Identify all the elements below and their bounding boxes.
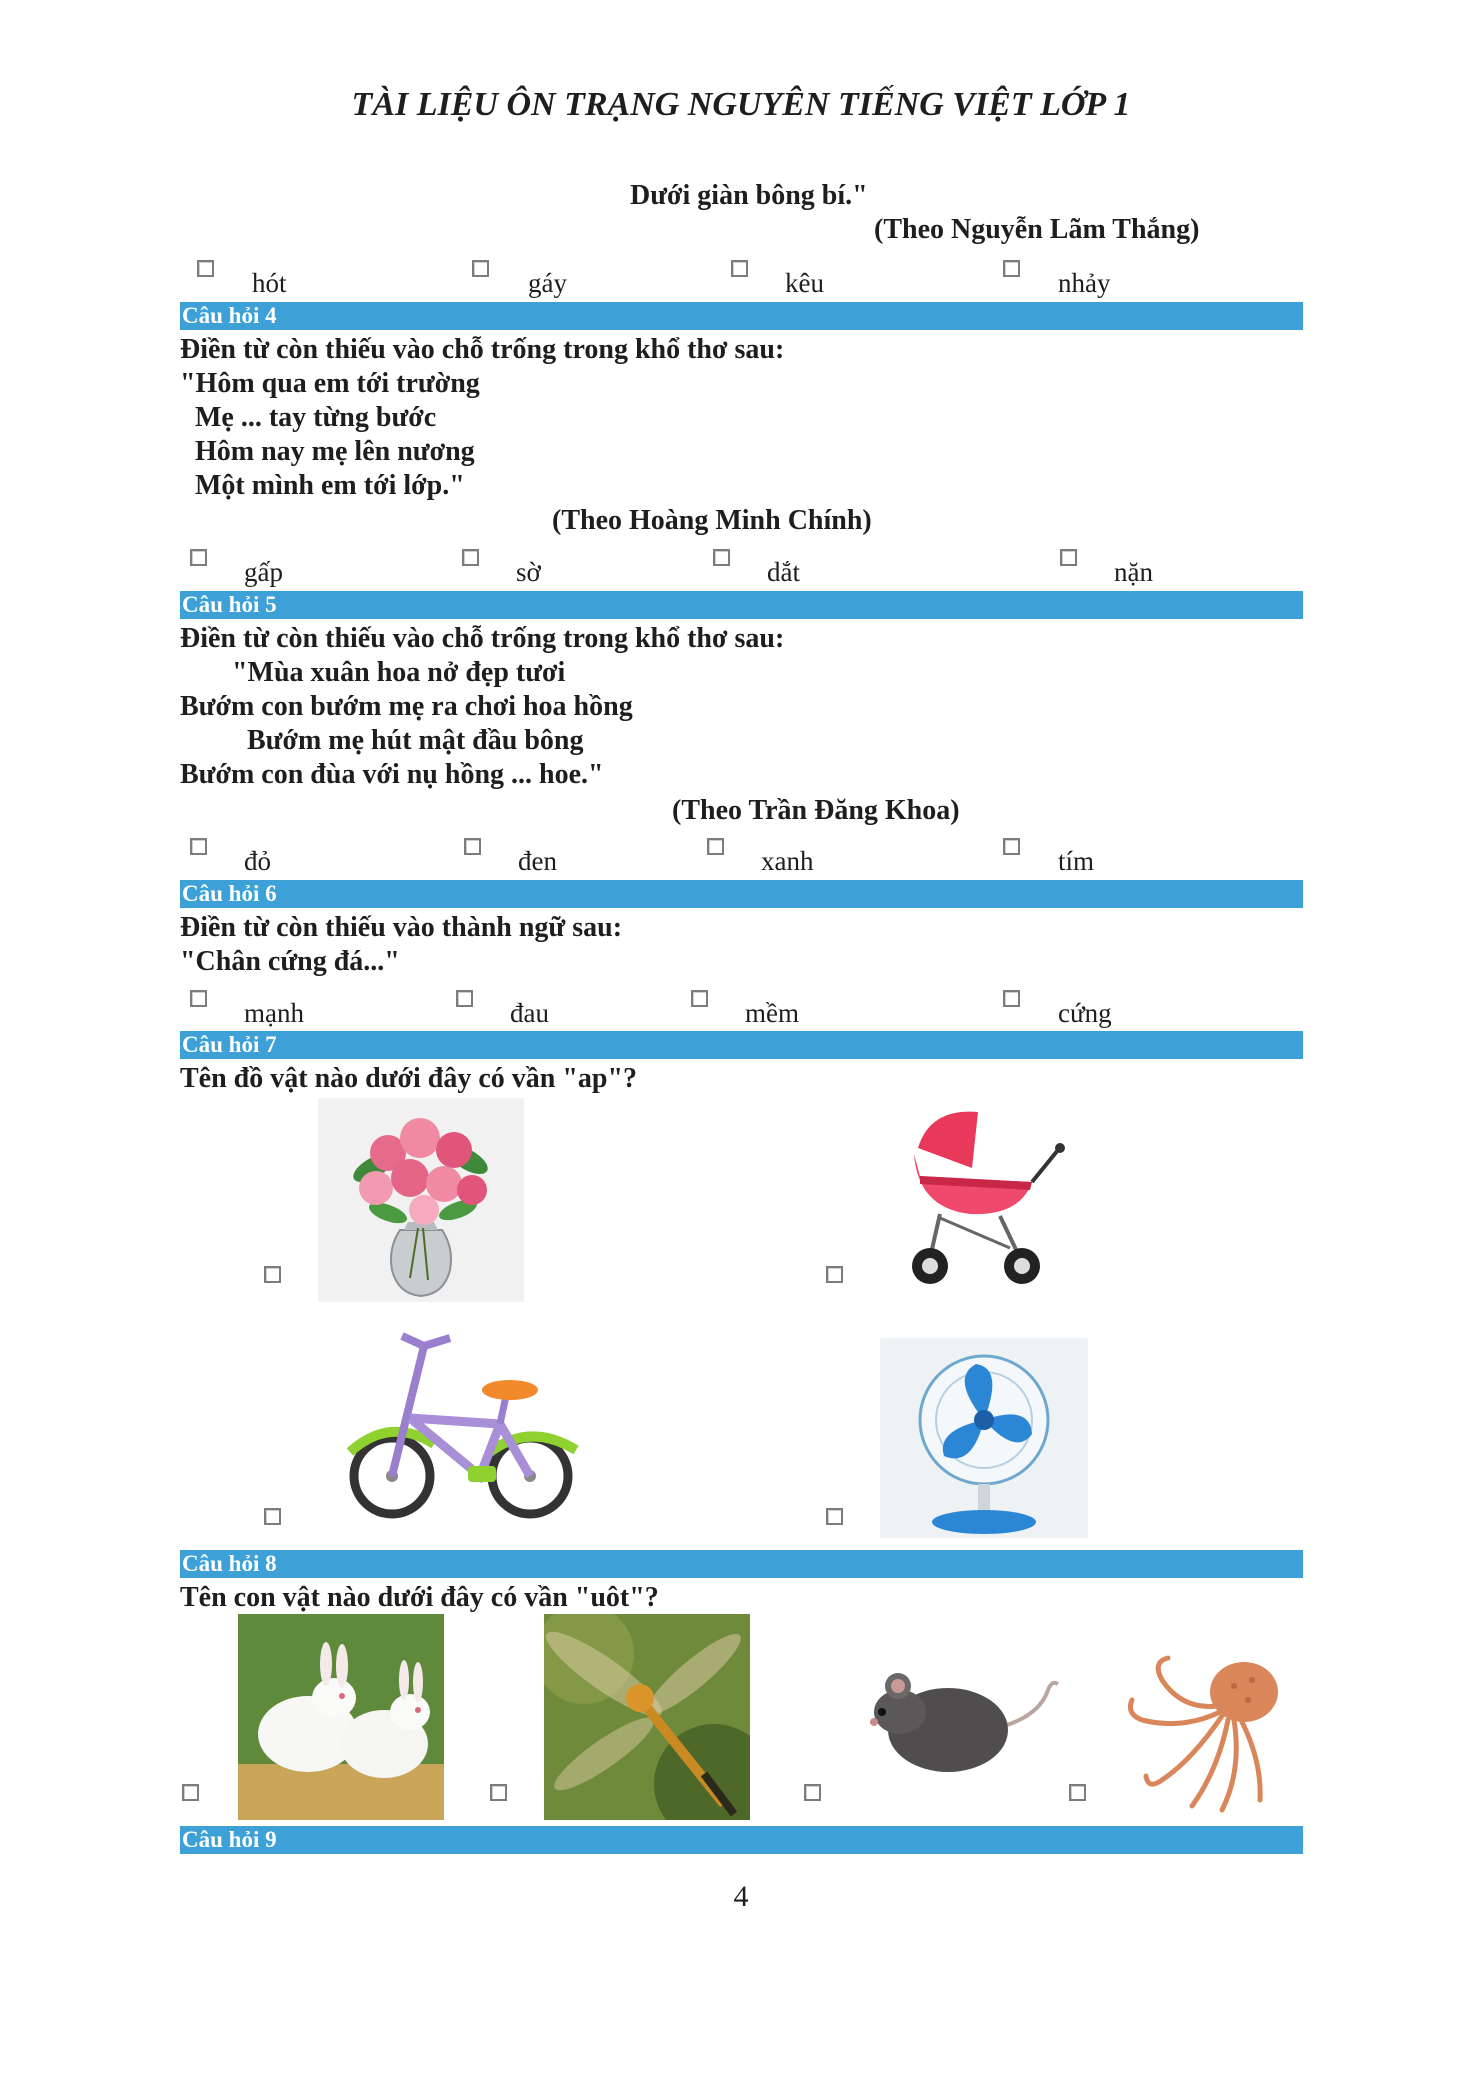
option-checkbox[interactable]	[456, 990, 473, 1007]
question-prompt: Tên đồ vật nào dưới đây có vần "ap"?	[180, 1063, 638, 1094]
option-label: kêu	[785, 268, 824, 298]
question-prompt: Điền từ còn thiếu vào chỗ trống trong khổ thơ sau:	[180, 623, 785, 654]
option-label: mạnh	[244, 998, 304, 1028]
option-label: tím	[1058, 846, 1095, 876]
option-checkbox[interactable]	[713, 549, 730, 566]
option-checkbox[interactable]	[464, 838, 481, 855]
option-label: đau	[510, 998, 549, 1028]
poem-source: (Theo Hoàng Minh Chính)	[552, 505, 872, 536]
option-label: gấp	[244, 557, 283, 587]
option-checkbox[interactable]	[731, 260, 748, 277]
option-checkbox[interactable]	[190, 549, 207, 566]
option-checkbox[interactable]	[1003, 260, 1020, 277]
option-checkbox[interactable]	[1069, 1784, 1086, 1801]
flower-vase-image	[318, 1098, 524, 1302]
question-header-7: Câu hỏi 7	[180, 1031, 1303, 1059]
rabbits-image	[238, 1614, 444, 1820]
poem-line: Bướm mẹ hút mật đầu bông	[247, 725, 584, 756]
question-header-9: Câu hỏi 9	[180, 1826, 1303, 1854]
poem-line: Bướm con đùa với nụ hồng ... hoe."	[180, 759, 604, 790]
idiom-text: "Chân cứng đá..."	[180, 946, 400, 977]
option-checkbox[interactable]	[190, 838, 207, 855]
option-checkbox[interactable]	[182, 1784, 199, 1801]
option-label: hót	[252, 268, 287, 298]
question-prompt: Điền từ còn thiếu vào chỗ trống trong khổ thơ sau:	[180, 334, 785, 365]
option-checkbox[interactable]	[190, 990, 207, 1007]
option-checkbox[interactable]	[707, 838, 724, 855]
option-checkbox[interactable]	[826, 1508, 843, 1525]
option-label: gáy	[528, 268, 567, 298]
option-checkbox[interactable]	[490, 1784, 507, 1801]
dragonfly-image	[544, 1614, 750, 1820]
option-checkbox[interactable]	[1003, 838, 1020, 855]
poem-line: Hôm nay mẹ lên nương	[195, 436, 475, 467]
option-checkbox[interactable]	[1003, 990, 1020, 1007]
option-label: nhảy	[1058, 268, 1111, 298]
option-label: sờ	[516, 557, 541, 587]
option-checkbox[interactable]	[691, 990, 708, 1007]
bicycle-image	[340, 1326, 586, 1522]
option-checkbox[interactable]	[826, 1266, 843, 1283]
option-label: đỏ	[244, 846, 271, 876]
baby-stroller-image	[900, 1098, 1080, 1298]
poem-line: "Mùa xuân hoa nở đẹp tươi	[232, 657, 566, 688]
poem-source: (Theo Nguyễn Lãm Thắng)	[874, 214, 1200, 245]
option-label: dắt	[767, 557, 800, 587]
question-header-5: Câu hỏi 5	[180, 591, 1303, 619]
option-label: xanh	[761, 846, 814, 876]
question-header-4: Câu hỏi 4	[180, 302, 1303, 330]
poem-line: Bướm con bướm mẹ ra chơi hoa hồng	[180, 691, 633, 722]
electric-fan-image	[880, 1338, 1088, 1538]
option-checkbox[interactable]	[804, 1784, 821, 1801]
option-checkbox[interactable]	[197, 260, 214, 277]
poem-line: Mẹ ... tay từng bước	[195, 402, 437, 433]
option-checkbox[interactable]	[1060, 549, 1077, 566]
poem-last-line: Dưới giàn bông bí."	[630, 180, 868, 211]
option-checkbox[interactable]	[462, 549, 479, 566]
poem-source: (Theo Trần Đăng Khoa)	[672, 795, 960, 826]
option-checkbox[interactable]	[264, 1508, 281, 1525]
option-label: nặn	[1114, 557, 1153, 587]
option-checkbox[interactable]	[264, 1266, 281, 1283]
option-checkbox[interactable]	[472, 260, 489, 277]
page-title: TÀI LIỆU ÔN TRẠNG NGUYÊN TIẾNG VIỆT LỚP 1	[351, 86, 1131, 123]
question-header-6: Câu hỏi 6	[180, 880, 1303, 908]
page-number: 4	[733, 1880, 749, 1913]
question-header-8: Câu hỏi 8	[180, 1550, 1303, 1578]
poem-line: "Hôm qua em tới trường	[180, 368, 480, 399]
octopus-image	[1122, 1650, 1290, 1820]
question-prompt: Điền từ còn thiếu vào thành ngữ sau:	[180, 912, 623, 943]
rat-image	[868, 1650, 1068, 1790]
question-prompt: Tên con vật nào dưới đây có vần "uôt"?	[180, 1582, 659, 1613]
option-label: đen	[518, 846, 557, 876]
option-label: cứng	[1058, 998, 1112, 1028]
option-label: mềm	[745, 998, 799, 1028]
poem-line: Một mình em tới lớp."	[195, 470, 465, 501]
